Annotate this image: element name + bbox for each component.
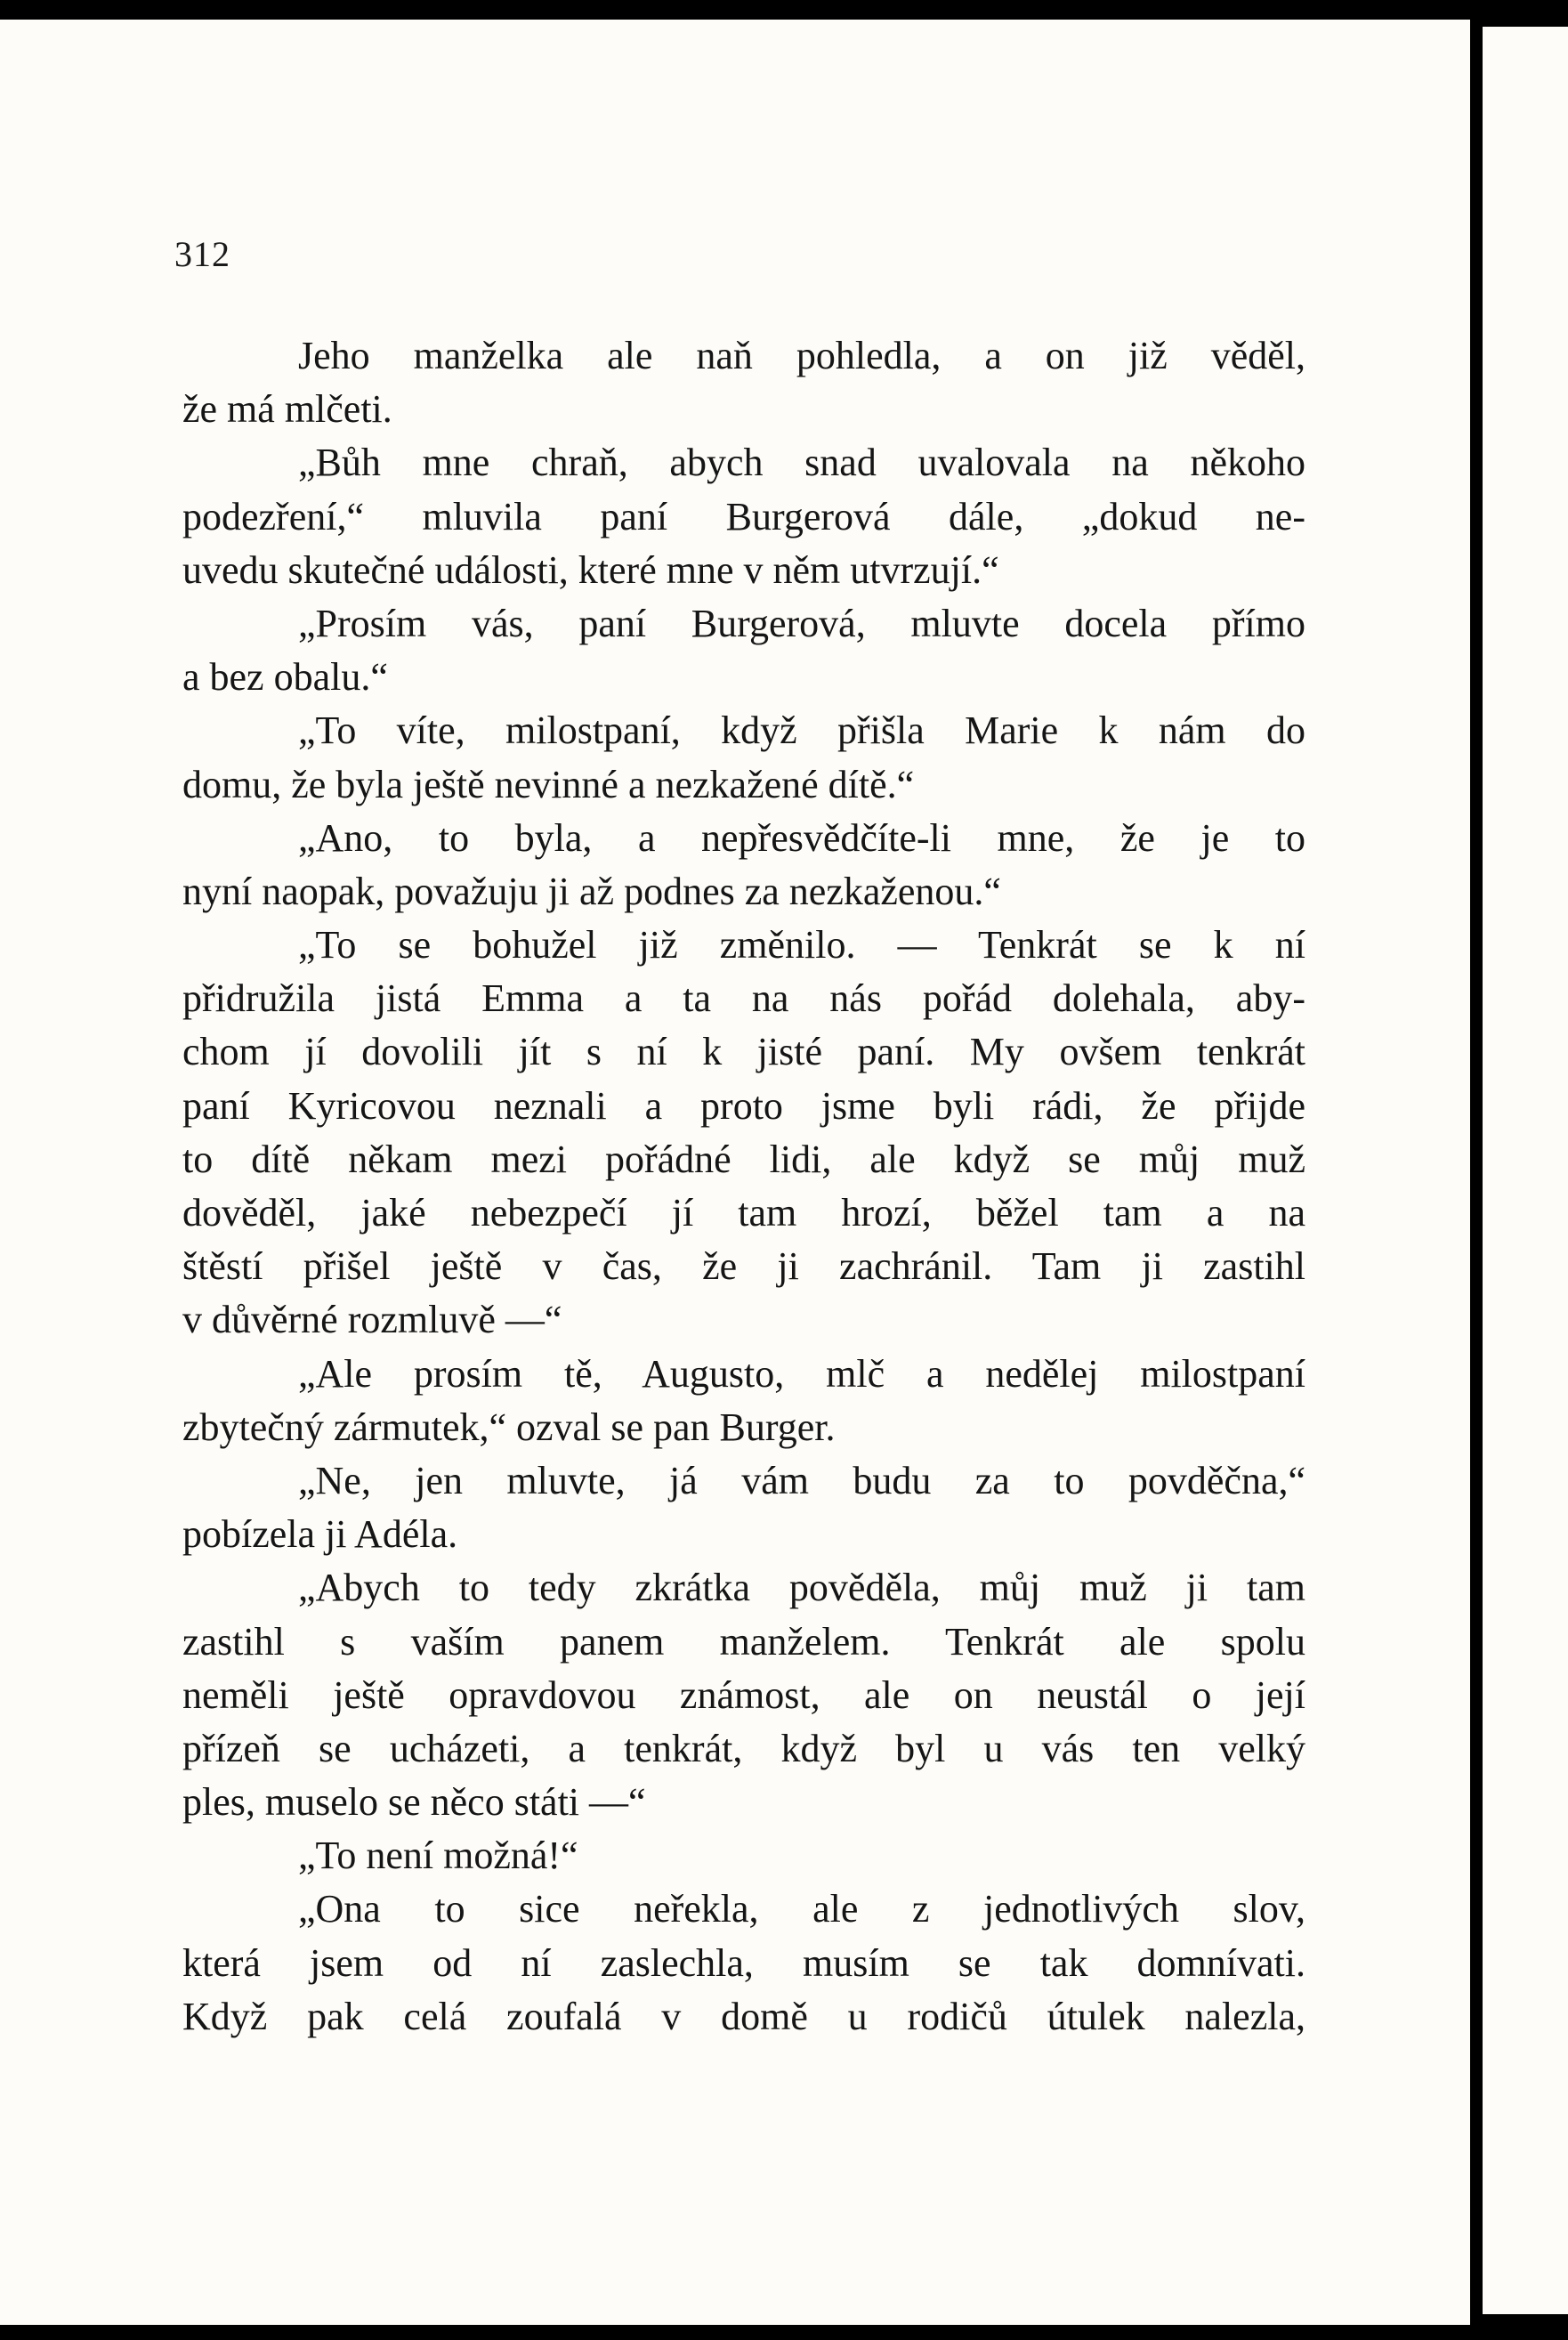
page-number: 312: [174, 234, 230, 274]
text-line: Když pak celá zoufalá v domě u rodičů útulek nalezla,: [182, 1994, 1305, 2038]
text-line: zbytečný zármutek,“ ozval se pan Burger.: [182, 1405, 836, 1449]
text-line: neměli ještě opravdovou známost, ale on neustál o její: [182, 1672, 1305, 1717]
text-line: „Ano, to byla, a nepřesvědčíte-li mne, že je to: [298, 815, 1305, 860]
text-line: „To víte, milostpaní, když přišla Marie k nám do: [298, 708, 1305, 753]
text-line: chom jí dovolili jít s ní k jisté paní. My ovšem tenkrát: [182, 1030, 1305, 1074]
text-line: uvedu skutečné události, které mne v něm utvrzují.“: [182, 547, 999, 592]
text-line: přidružila jistá Emma a ta na nás pořád dolehala, aby-: [182, 976, 1305, 1021]
text-line: paní Kyricovou neznali a proto jsme byli rádi, že přijde: [182, 1083, 1305, 1128]
text-line: že má mlčeti.: [182, 387, 392, 432]
text-line: nyní naopak, považuju ji až podnes za nezkaženou.“: [182, 869, 1001, 913]
text-line: „Ne, jen mluvte, já vám budu za to povděčna,“: [298, 1458, 1305, 1502]
text-line: „Ona to sice neřekla, ale z jednotlivých slov,: [298, 1887, 1305, 1931]
text-line: pobízela ji Adéla.: [182, 1512, 458, 1557]
page-edge-shadow: [1470, 20, 1483, 2325]
text-line: a bez obalu.“: [182, 655, 388, 700]
text-line: ples, muselo se něco státi —“: [182, 1780, 646, 1825]
text-line: dověděl, jaké nebezpečí jí tam hrozí, běžel tam a na: [182, 1191, 1305, 1235]
text-line: to dítě někam mezi pořádné lidi, ale když se můj muž: [182, 1137, 1305, 1181]
text-line: „To se bohužel již změnilo. — Tenkrát se k ní: [298, 923, 1305, 968]
text-line: podezření,“ mluvila paní Burgerová dále, „dokud ne-: [182, 494, 1305, 538]
text-line: štěstí přišel ještě v čas, že ji zachránil. Tam ji zastihl: [182, 1244, 1305, 1289]
text-line: přízeň se ucházeti, a tenkrát, když byl u vás ten velký: [182, 1726, 1305, 1770]
text-line: „To není možná!“: [298, 1834, 578, 1878]
text-line: domu, že byla ještě nevinné a nezkažené dítě.“: [182, 762, 915, 806]
text-line: Jeho manželka ale naň pohledla, a on již věděl,: [298, 334, 1305, 377]
text-line: zastihl s vaším panem manželem. Tenkrát ale spolu: [182, 1619, 1305, 1664]
text-line: „Ale prosím tě, Augusto, mlč a nedělej milostpaní: [298, 1351, 1305, 1396]
text-line: „Prosím vás, paní Burgerová, mluvte docela přímo: [298, 601, 1305, 645]
next-page-edge: [1483, 27, 1568, 2314]
text-line: „Bůh mne chraň, abych snad uvalovala na někoho: [298, 441, 1305, 485]
text-line: která jsem od ní zaslechla, musím se tak domnívati.: [182, 1940, 1305, 1985]
text-line: „Abych to tedy zkrátka pověděla, můj muž ji tam: [298, 1566, 1305, 1610]
body-text: [182, 329, 1305, 2044]
text-line: v důvěrné rozmluvě —“: [182, 1298, 562, 1342]
